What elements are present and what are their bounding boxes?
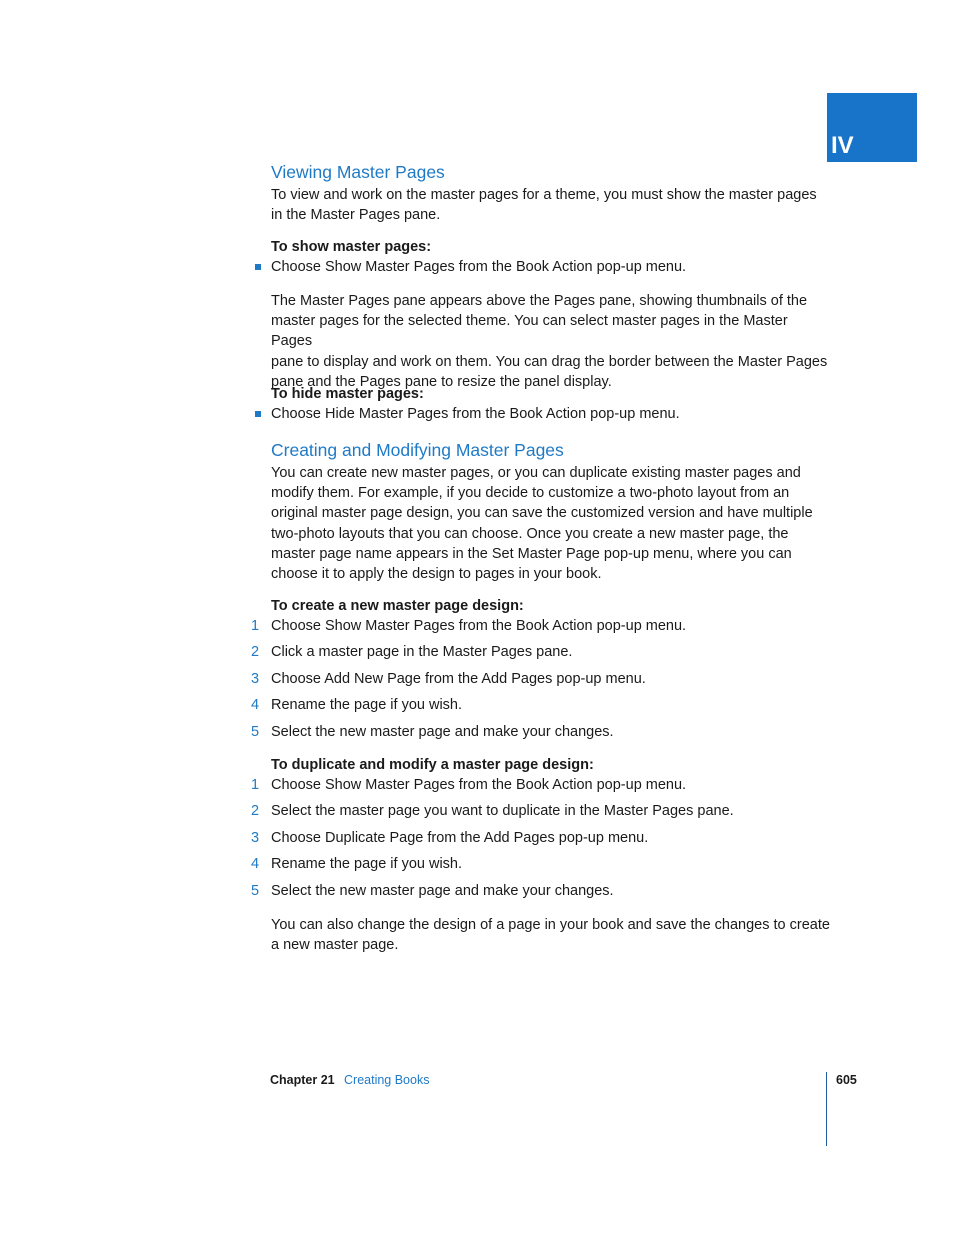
- paragraph-line: pane to display and work on them. You can drag the border between the Master Pages: [271, 353, 828, 370]
- create-step: Click a master page in the Master Pages pane.: [271, 644, 573, 660]
- step-number: 5: [251, 724, 260, 740]
- paragraph-line: two-photo layouts that you can choose. Once you create a new master page, the: [271, 525, 789, 542]
- step-number: 4: [251, 697, 260, 713]
- show-master-pages-label: To show master pages:: [271, 239, 432, 255]
- creating-intro-paragraph: [271, 463, 831, 584]
- hide-master-pages-label: To hide master pages:: [271, 386, 424, 402]
- step-number: 2: [251, 644, 260, 660]
- paragraph-line: master pages for the selected theme. You can select master pages in the Master Pages: [271, 313, 788, 350]
- step-number: 3: [251, 671, 260, 687]
- viewing-intro-paragraph: [271, 185, 831, 225]
- duplicate-step: Rename the page if you wish.: [271, 856, 463, 872]
- duplicate-step: Select the new master page and make your changes.: [271, 883, 614, 899]
- paragraph-line: The Master Pages pane appears above the Pages pane, showing thumbnails of the: [271, 293, 808, 309]
- part-tab-label: IV: [831, 132, 854, 159]
- footer-divider: [826, 1072, 827, 1146]
- paragraph-line: master page name appears in the Set Master Page pop-up menu, where you can: [271, 545, 792, 562]
- step-number: 5: [251, 883, 260, 899]
- paragraph-line: original master page design, you can save the customized version and have multiple: [271, 505, 813, 522]
- closing-paragraph: [271, 915, 831, 955]
- show-master-pages-step: Choose Show Master Pages from the Book Action pop-up menu.: [271, 259, 687, 275]
- create-step: Choose Show Master Pages from the Book Action pop-up menu.: [271, 618, 687, 634]
- page-number: 605: [836, 1073, 857, 1087]
- section-heading-viewing: Viewing Master Pages: [271, 162, 445, 182]
- paragraph-line: choose it to apply the design to pages in your book.: [271, 566, 602, 583]
- step-number: 1: [251, 618, 260, 634]
- create-step: Rename the page if you wish.: [271, 697, 463, 713]
- create-step: Choose Add New Page from the Add Pages pop-up menu.: [271, 671, 646, 687]
- bullet-icon: [255, 411, 261, 417]
- paragraph-line: You can create new master pages, or you can duplicate existing master pages and: [271, 465, 801, 481]
- duplicate-master-page-label: To duplicate and modify a master page design:: [271, 757, 594, 773]
- step-number: 3: [251, 830, 260, 846]
- paragraph-line: pane and the Pages pane to resize the panel display.: [271, 373, 612, 390]
- paragraph-line: To view and work on the master pages for a theme, you must show the master pages: [271, 187, 817, 203]
- step-number: 4: [251, 856, 260, 872]
- footer-chapter-title: Creating Books: [344, 1073, 430, 1087]
- master-pages-pane-paragraph: [271, 291, 831, 392]
- paragraph-line: You can also change the design of a page in your book and save the changes to create: [271, 917, 830, 933]
- paragraph-line: a new master page.: [271, 937, 399, 954]
- bullet-icon: [255, 264, 261, 270]
- hide-master-pages-step: Choose Hide Master Pages from the Book Action pop-up menu.: [271, 406, 680, 422]
- paragraph-line: modify them. For example, if you decide to customize a two-photo layout from an: [271, 485, 790, 502]
- paragraph-line: in the Master Pages pane.: [271, 207, 441, 224]
- duplicate-step: Select the master page you want to duplicate in the Master Pages pane.: [271, 803, 734, 819]
- section-heading-creating: Creating and Modifying Master Pages: [271, 440, 564, 460]
- step-number: 2: [251, 803, 260, 819]
- duplicate-step: Choose Duplicate Page from the Add Pages pop-up menu.: [271, 830, 649, 846]
- part-tab: [827, 93, 917, 162]
- duplicate-step: Choose Show Master Pages from the Book Action pop-up menu.: [271, 777, 687, 793]
- create-master-page-label: To create a new master page design:: [271, 598, 524, 614]
- create-step: Select the new master page and make your changes.: [271, 724, 614, 740]
- footer-chapter: Chapter 21: [270, 1073, 335, 1087]
- step-number: 1: [251, 777, 260, 793]
